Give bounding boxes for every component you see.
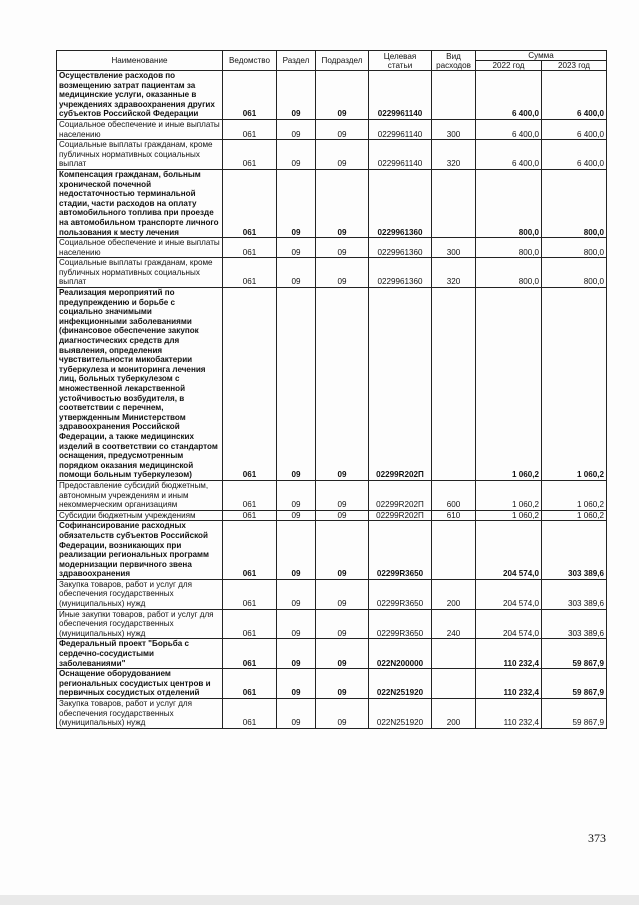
sum-2023-cell: 6 400,0	[542, 140, 607, 170]
name-cell: Софинансирование расходных обязательств субъектов Российской Федерации, возникающих при реализации региональных программ модернизации первичного звена здравоохранения	[57, 521, 223, 580]
name-cell: Социальные выплаты гражданам, кроме публичных нормативных социальных выплат	[57, 258, 223, 288]
name-cell: Закупка товаров, работ и услуг для обеспечения государственных (муниципальных) нужд	[57, 579, 223, 609]
sum-2022-cell: 110 232,4	[476, 699, 542, 729]
vedomstvo-cell: 061	[223, 579, 277, 609]
table-row	[57, 169, 607, 237]
name-cell: Закупка товаров, работ и услуг для обеспечения государственных (муниципальных) нужд	[57, 699, 223, 729]
vedomstvo-cell: 061	[223, 140, 277, 170]
vedomstvo-cell: 061	[223, 609, 277, 639]
podrazdel-cell: 09	[316, 510, 369, 521]
table-header-row	[57, 51, 607, 61]
vedomstvo-cell: 061	[223, 510, 277, 521]
podrazdel-cell: 09	[316, 639, 369, 669]
podrazdel-cell: 09	[316, 699, 369, 729]
sum-2022-cell: 204 574,0	[476, 609, 542, 639]
sum-2022-cell: 6 400,0	[476, 119, 542, 139]
sum-2022-cell: 800,0	[476, 238, 542, 258]
razdel-cell: 09	[277, 140, 316, 170]
sum-2022-cell: 110 232,4	[476, 669, 542, 699]
celevaya-cell: 02299R3650	[369, 521, 432, 580]
vedomstvo-cell: 061	[223, 288, 277, 481]
vid-cell	[432, 169, 476, 237]
vid-cell: 300	[432, 119, 476, 139]
table-row	[57, 238, 607, 258]
col-header-podrazdel: Подраздел	[316, 51, 369, 71]
podrazdel-cell: 09	[316, 288, 369, 481]
celevaya-cell: 0229961360	[369, 169, 432, 237]
name-cell: Оснащение оборудованием региональных сосудистых центров и первичных сосудистых отделений	[57, 669, 223, 699]
celevaya-cell: 0229961360	[369, 238, 432, 258]
podrazdel-cell: 09	[316, 521, 369, 580]
podrazdel-cell: 09	[316, 579, 369, 609]
celevaya-cell: 022N251920	[369, 669, 432, 699]
celevaya-cell: 0229961140	[369, 71, 432, 120]
celevaya-cell: 02299R202П	[369, 480, 432, 510]
sum-2023-cell: 303 389,6	[542, 609, 607, 639]
name-cell: Социальные выплаты гражданам, кроме публичных нормативных социальных выплат	[57, 140, 223, 170]
vid-cell	[432, 639, 476, 669]
razdel-cell: 09	[277, 480, 316, 510]
celevaya-cell: 02299R3650	[369, 579, 432, 609]
razdel-cell: 09	[277, 510, 316, 521]
table-row	[57, 258, 607, 288]
name-cell: Субсидии бюджетным учреждениям	[57, 510, 223, 521]
celevaya-cell: 02299R3650	[369, 609, 432, 639]
budget-table	[56, 50, 607, 729]
sum-2022-cell: 204 574,0	[476, 521, 542, 580]
sum-2023-cell: 800,0	[542, 258, 607, 288]
table-row	[57, 699, 607, 729]
vedomstvo-cell: 061	[223, 699, 277, 729]
celevaya-cell: 0229961140	[369, 119, 432, 139]
sum-2022-cell: 110 232,4	[476, 639, 542, 669]
col-header-2023: 2023 год	[542, 61, 607, 71]
sum-2022-cell: 1 060,2	[476, 480, 542, 510]
razdel-cell: 09	[277, 238, 316, 258]
celevaya-cell: 0229961140	[369, 140, 432, 170]
vid-cell: 600	[432, 480, 476, 510]
name-cell: Реализация мероприятий по предупреждению и борьбе с социально значимыми инфекционными заболеваниями (финансовое обеспечение закупок диагностических средств для выявления, определения чувствительности микобактерии туберкулеза и мониторинга лечения лиц, больных туберкулезом с множественной лекарственной устойчивостью возбудителя, в соответствии с перечнем, утвержденным Министерством здравоохранения Российской Федерации, а также медицинских изделий в соответствии со стандартом оснащения, предусмотренным порядком оказания медицинской помощи больным туберкулезом)	[57, 288, 223, 481]
sum-2022-cell: 6 400,0	[476, 140, 542, 170]
name-cell: Социальное обеспечение и иные выплаты населению	[57, 119, 223, 139]
podrazdel-cell: 09	[316, 140, 369, 170]
table-row	[57, 609, 607, 639]
vid-cell: 320	[432, 258, 476, 288]
sum-2023-cell: 303 389,6	[542, 521, 607, 580]
table-row	[57, 639, 607, 669]
sum-2022-cell: 6 400,0	[476, 71, 542, 120]
sum-2023-cell: 59 867,9	[542, 699, 607, 729]
vedomstvo-cell: 061	[223, 119, 277, 139]
sum-2023-cell: 6 400,0	[542, 119, 607, 139]
table-row	[57, 480, 607, 510]
vid-cell: 240	[432, 609, 476, 639]
podrazdel-cell: 09	[316, 669, 369, 699]
sum-2023-cell: 59 867,9	[542, 669, 607, 699]
col-header-vedomstvo: Ведомство	[223, 51, 277, 71]
razdel-cell: 09	[277, 639, 316, 669]
podrazdel-cell: 09	[316, 480, 369, 510]
razdel-cell: 09	[277, 169, 316, 237]
podrazdel-cell: 09	[316, 71, 369, 120]
name-cell: Иные закупки товаров, работ и услуг для обеспечения государственных (муниципальных) нужд	[57, 609, 223, 639]
col-header-name: Наименование	[57, 51, 223, 71]
vedomstvo-cell: 061	[223, 71, 277, 120]
vid-cell: 200	[432, 699, 476, 729]
vid-cell: 320	[432, 140, 476, 170]
page-number: 373	[588, 831, 606, 845]
table-row	[57, 521, 607, 580]
sum-2023-cell: 1 060,2	[542, 288, 607, 481]
vid-cell: 200	[432, 579, 476, 609]
col-header-vid: Вид расходов	[432, 51, 476, 71]
celevaya-cell: 02299R202П	[369, 288, 432, 481]
vid-cell: 300	[432, 238, 476, 258]
table-row	[57, 71, 607, 120]
sum-2023-cell: 800,0	[542, 169, 607, 237]
name-cell: Предоставление субсидий бюджетным, автономным учреждениям и иным некоммерческим организациям	[57, 480, 223, 510]
razdel-cell: 09	[277, 258, 316, 288]
razdel-cell: 09	[277, 288, 316, 481]
razdel-cell: 09	[277, 609, 316, 639]
name-cell: Компенсация гражданам, больным хронической почечной недостаточностью терминальной стадии, части расходов на оплату автомобильного топлива при проезде на автомобильном транспорте личного пользования к месту лечения	[57, 169, 223, 237]
razdel-cell: 09	[277, 699, 316, 729]
vid-cell	[432, 669, 476, 699]
table-row	[57, 579, 607, 609]
sum-2022-cell: 1 060,2	[476, 510, 542, 521]
table-row	[57, 288, 607, 481]
razdel-cell: 09	[277, 669, 316, 699]
celevaya-cell: 02299R202П	[369, 510, 432, 521]
podrazdel-cell: 09	[316, 119, 369, 139]
podrazdel-cell: 09	[316, 238, 369, 258]
table-row	[57, 510, 607, 521]
vedomstvo-cell: 061	[223, 521, 277, 580]
table-row	[57, 669, 607, 699]
sum-2022-cell: 800,0	[476, 169, 542, 237]
vedomstvo-cell: 061	[223, 639, 277, 669]
vedomstvo-cell: 061	[223, 669, 277, 699]
vedomstvo-cell: 061	[223, 480, 277, 510]
table-body	[57, 71, 607, 729]
podrazdel-cell: 09	[316, 169, 369, 237]
razdel-cell: 09	[277, 579, 316, 609]
celevaya-cell: 022N200000	[369, 639, 432, 669]
razdel-cell: 09	[277, 71, 316, 120]
vid-cell	[432, 288, 476, 481]
sum-2023-cell: 6 400,0	[542, 71, 607, 120]
razdel-cell: 09	[277, 521, 316, 580]
sum-2023-cell: 59 867,9	[542, 639, 607, 669]
sum-2023-cell: 800,0	[542, 238, 607, 258]
col-header-celevaya: Целевая статьи	[369, 51, 432, 71]
col-header-razdel: Раздел	[277, 51, 316, 71]
table-row	[57, 119, 607, 139]
podrazdel-cell: 09	[316, 258, 369, 288]
vedomstvo-cell: 061	[223, 169, 277, 237]
name-cell: Осуществление расходов по возмещению затрат пациентам за медицинские услуги, оказанные в учреждениях здравоохранения других субъектов Российской Федерации	[57, 71, 223, 120]
col-header-2022: 2022 год	[476, 61, 542, 71]
sum-2022-cell: 204 574,0	[476, 579, 542, 609]
sum-2023-cell: 303 389,6	[542, 579, 607, 609]
name-cell: Социальное обеспечение и иные выплаты населению	[57, 238, 223, 258]
scan-edge	[0, 895, 639, 905]
name-cell: Федеральный проект "Борьба с сердечно-сосудистыми заболеваниями"	[57, 639, 223, 669]
razdel-cell: 09	[277, 119, 316, 139]
vedomstvo-cell: 061	[223, 258, 277, 288]
celevaya-cell: 0229961360	[369, 258, 432, 288]
vid-cell: 610	[432, 510, 476, 521]
vid-cell	[432, 71, 476, 120]
sum-2022-cell: 800,0	[476, 258, 542, 288]
vedomstvo-cell: 061	[223, 238, 277, 258]
table-row	[57, 140, 607, 170]
col-header-summa: Сумма	[476, 51, 607, 61]
celevaya-cell: 022N251920	[369, 699, 432, 729]
vid-cell	[432, 521, 476, 580]
podrazdel-cell: 09	[316, 609, 369, 639]
sum-2023-cell: 1 060,2	[542, 510, 607, 521]
sum-2023-cell: 1 060,2	[542, 480, 607, 510]
sum-2022-cell: 1 060,2	[476, 288, 542, 481]
